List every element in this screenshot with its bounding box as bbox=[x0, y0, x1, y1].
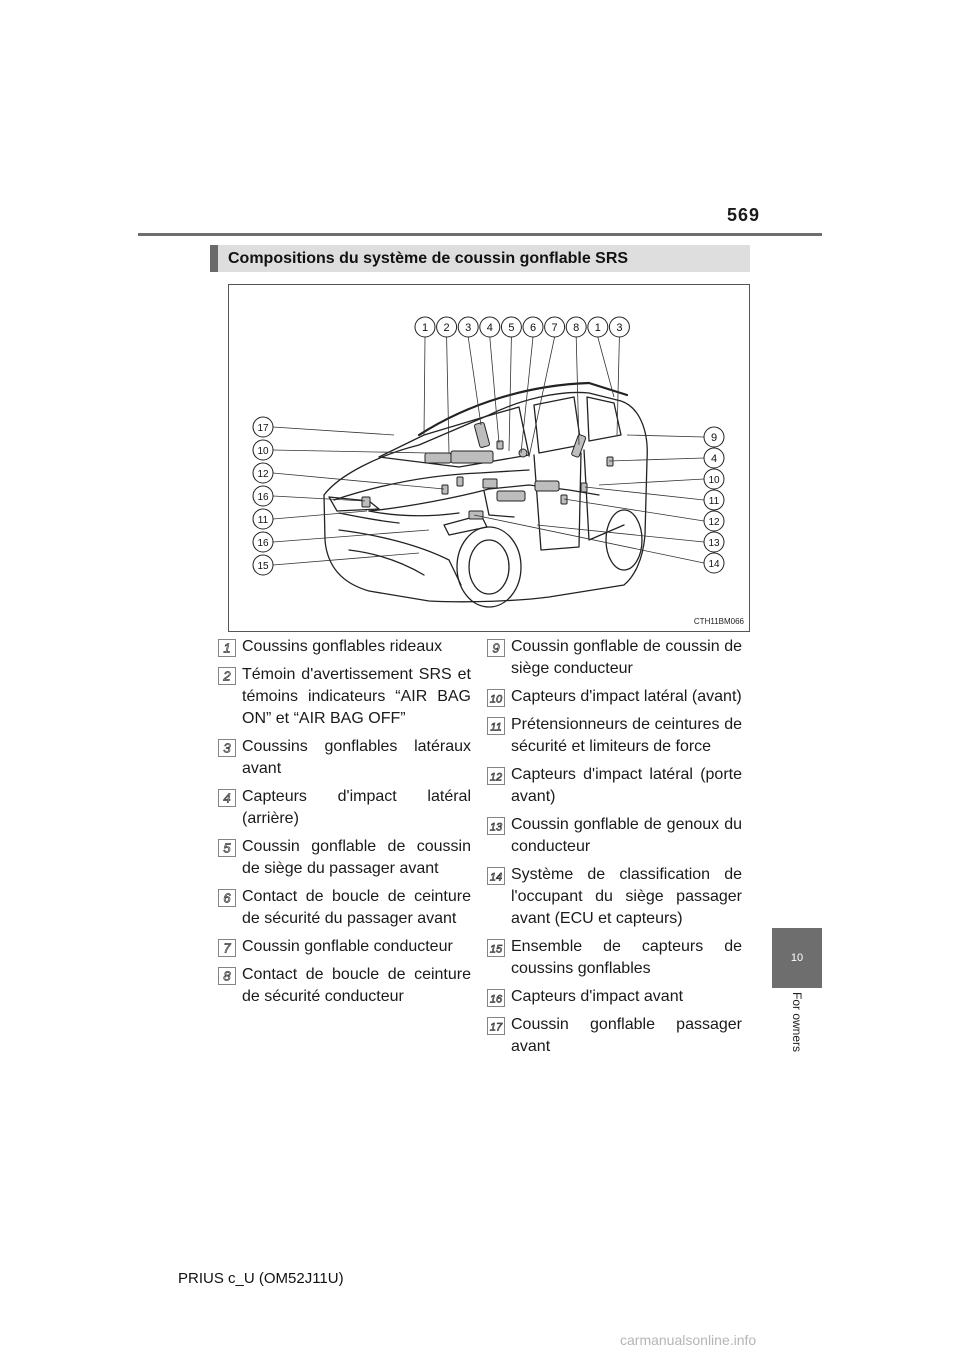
legend-item-text: Capteurs d'impact avant bbox=[511, 988, 684, 1005]
svg-text:6: 6 bbox=[529, 322, 537, 334]
svg-text:16: 16 bbox=[257, 492, 269, 503]
legend-item-text: Coussin gonflable de coussin de siège du passager avant bbox=[242, 838, 471, 877]
legend-item bbox=[487, 864, 742, 930]
callout-right-13 bbox=[704, 532, 724, 552]
legend-item-number bbox=[218, 789, 236, 807]
section-title: Compositions du système de coussin gonflable SRS bbox=[228, 249, 629, 267]
legend-item-text: Coussins gonflables latéraux avant bbox=[242, 738, 471, 777]
item-number-badge bbox=[487, 689, 505, 707]
item-number-badge bbox=[218, 789, 236, 807]
svg-text:17: 17 bbox=[489, 1021, 503, 1034]
svg-text:12: 12 bbox=[257, 469, 269, 480]
item-number-badge bbox=[218, 889, 236, 907]
item-number-badge bbox=[487, 767, 505, 785]
svg-text:9: 9 bbox=[710, 432, 718, 444]
svg-text:13: 13 bbox=[708, 538, 720, 549]
svg-text:9: 9 bbox=[492, 640, 500, 656]
legend-item-text: Ensemble de capteurs de coussins gonflables bbox=[511, 938, 742, 977]
legend-item bbox=[218, 736, 471, 780]
svg-text:5: 5 bbox=[508, 322, 515, 334]
callout-left-17 bbox=[253, 417, 273, 437]
svg-text:4: 4 bbox=[223, 790, 231, 806]
airbag-system-diagram bbox=[228, 284, 750, 632]
callout-right-12 bbox=[704, 511, 724, 531]
legend-item bbox=[218, 886, 471, 930]
car-illustration bbox=[229, 285, 749, 631]
legend-item bbox=[218, 964, 471, 1008]
svg-text:11: 11 bbox=[257, 515, 269, 526]
legend-item-text: Coussin gonflable conducteur bbox=[242, 938, 453, 955]
section-header bbox=[210, 245, 750, 272]
svg-text:8: 8 bbox=[223, 968, 231, 984]
legend-item bbox=[218, 836, 471, 880]
legend-item bbox=[487, 764, 742, 808]
callout-left-16 bbox=[253, 486, 273, 506]
chapter-tab[interactable]: 10 bbox=[772, 928, 822, 988]
legend-item-text: Capteurs d'impact latéral (porte avant) bbox=[511, 766, 742, 805]
item-number-badge bbox=[487, 1017, 505, 1035]
legend-left-column bbox=[218, 636, 471, 1014]
svg-text:1: 1 bbox=[223, 640, 231, 656]
legend-item-number bbox=[487, 717, 505, 735]
svg-text:12: 12 bbox=[708, 517, 720, 528]
svg-text:10: 10 bbox=[257, 446, 269, 457]
callout-top-3 bbox=[609, 317, 629, 337]
legend-right-column bbox=[487, 636, 742, 1064]
legend-item bbox=[487, 814, 742, 858]
callout-top-1 bbox=[588, 317, 608, 337]
callout-right-4 bbox=[704, 448, 724, 468]
legend-item-number bbox=[487, 1017, 505, 1035]
legend-item-number bbox=[487, 689, 505, 707]
legend-item-number bbox=[218, 639, 236, 657]
callout-top-1 bbox=[415, 317, 435, 337]
svg-text:1: 1 bbox=[594, 322, 601, 334]
callout-right-9 bbox=[704, 427, 724, 447]
legend-item-number bbox=[218, 889, 236, 907]
callout-right-10 bbox=[704, 469, 724, 489]
svg-text:12: 12 bbox=[489, 771, 503, 784]
svg-text:8: 8 bbox=[573, 322, 580, 334]
legend-item-text: Coussin gonflable de genoux du conducteur bbox=[511, 816, 742, 855]
legend-item bbox=[487, 1014, 742, 1058]
svg-text:1: 1 bbox=[421, 322, 429, 334]
legend-item-number bbox=[218, 739, 236, 757]
item-number-badge bbox=[218, 839, 236, 857]
svg-text:4: 4 bbox=[486, 322, 493, 334]
callout-right-14 bbox=[704, 553, 724, 573]
svg-text:7: 7 bbox=[551, 322, 558, 334]
legend-item-number bbox=[487, 867, 505, 885]
header-rule bbox=[138, 233, 822, 236]
callout-top-5 bbox=[501, 317, 521, 337]
svg-text:10: 10 bbox=[489, 693, 503, 706]
chapter-label-text: For owners bbox=[790, 992, 804, 1053]
svg-text:3: 3 bbox=[223, 740, 231, 756]
item-number-badge bbox=[487, 939, 505, 957]
callout-left-15 bbox=[253, 555, 273, 575]
legend-item bbox=[218, 936, 471, 958]
legend-item bbox=[487, 686, 742, 708]
svg-text:15: 15 bbox=[257, 561, 269, 572]
svg-text:10: 10 bbox=[708, 475, 720, 486]
callout-top-6 bbox=[523, 317, 543, 337]
svg-text:2: 2 bbox=[443, 322, 450, 334]
callout-top-8 bbox=[566, 317, 586, 337]
item-number-badge bbox=[487, 867, 505, 885]
callout-top-2 bbox=[437, 317, 457, 337]
item-number-badge bbox=[487, 817, 505, 835]
legend-item bbox=[487, 636, 742, 680]
legend-item-number bbox=[487, 817, 505, 835]
page-number: 569 bbox=[726, 205, 760, 225]
svg-text:3: 3 bbox=[465, 322, 472, 334]
legend-item-text: Contact de boucle de ceinture de sécurité du passager avant bbox=[242, 888, 471, 927]
legend-item bbox=[487, 714, 742, 758]
legend-item-number bbox=[487, 639, 505, 657]
legend-item-number bbox=[487, 989, 505, 1007]
svg-text:11: 11 bbox=[490, 721, 502, 734]
legend-item-text: Coussin gonflable de coussin de siège conducteur bbox=[511, 638, 742, 677]
legend-item-text: Témoin d'avertissement SRS et témoins indicateurs “AIR BAG ON” et “AIR BAG OFF” bbox=[242, 666, 471, 727]
watermark: carmanualsonline.info bbox=[620, 1332, 757, 1348]
legend-item-text: Contact de boucle de ceinture de sécurité conducteur bbox=[242, 966, 471, 1005]
callout-top-7 bbox=[545, 317, 565, 337]
legend-item-text: Prétensionneurs de ceintures de sécurité et limiteurs de force bbox=[511, 716, 742, 755]
legend-item bbox=[487, 986, 742, 1008]
legend-item bbox=[218, 636, 471, 658]
legend-item-text: Coussin gonflable passager avant bbox=[511, 1016, 742, 1055]
legend-item-text: Capteurs d'impact latéral (arrière) bbox=[242, 788, 471, 827]
svg-text:15: 15 bbox=[489, 943, 503, 956]
legend-item bbox=[218, 664, 471, 730]
legend-item-number bbox=[487, 767, 505, 785]
legend-item-number bbox=[218, 939, 236, 957]
item-number-badge bbox=[218, 639, 236, 657]
legend-item-text: Capteurs d'impact latéral (avant) bbox=[511, 688, 742, 705]
svg-text:16: 16 bbox=[489, 993, 503, 1006]
legend-item-text: Coussins gonflables rideaux bbox=[242, 638, 443, 655]
legend-item bbox=[487, 936, 742, 980]
footer-label: PRIUS c_U (OM52J11U) bbox=[178, 1270, 344, 1287]
callout-left-16 bbox=[253, 532, 273, 552]
item-number-badge bbox=[218, 967, 236, 985]
item-number-badge bbox=[218, 939, 236, 957]
svg-text:2: 2 bbox=[223, 668, 231, 684]
svg-text:11: 11 bbox=[708, 496, 720, 507]
item-number-badge bbox=[487, 989, 505, 1007]
item-number-badge bbox=[487, 639, 505, 657]
callout-top-3 bbox=[458, 317, 478, 337]
svg-text:5: 5 bbox=[223, 840, 231, 856]
svg-text:16: 16 bbox=[257, 538, 269, 549]
svg-text:13: 13 bbox=[489, 821, 503, 834]
figure-code: CTH11BM066 bbox=[693, 617, 744, 626]
svg-text:17: 17 bbox=[257, 423, 269, 434]
callout-left-11 bbox=[253, 509, 273, 529]
legend-item-number bbox=[487, 939, 505, 957]
svg-text:6: 6 bbox=[223, 890, 231, 906]
svg-text:14: 14 bbox=[708, 559, 720, 570]
callout-top-4 bbox=[480, 317, 500, 337]
legend-item-number bbox=[218, 667, 236, 685]
legend-item-number bbox=[218, 967, 236, 985]
legend-item bbox=[218, 786, 471, 830]
svg-text:7: 7 bbox=[223, 940, 231, 956]
chapter-label bbox=[772, 992, 822, 1072]
item-number-badge bbox=[218, 739, 236, 757]
item-number-badge bbox=[218, 667, 236, 685]
svg-text:4: 4 bbox=[710, 453, 718, 465]
callout-left-12 bbox=[253, 463, 273, 483]
legend-item-number bbox=[218, 839, 236, 857]
svg-text:3: 3 bbox=[616, 322, 623, 334]
item-number-badge bbox=[487, 717, 505, 735]
callout-right-11 bbox=[704, 490, 724, 510]
legend-item-text: Système de classification de l'occupant du siège passager avant (ECU et capteurs) bbox=[511, 866, 742, 927]
callout-left-10 bbox=[253, 440, 273, 460]
svg-text:14: 14 bbox=[489, 871, 503, 884]
